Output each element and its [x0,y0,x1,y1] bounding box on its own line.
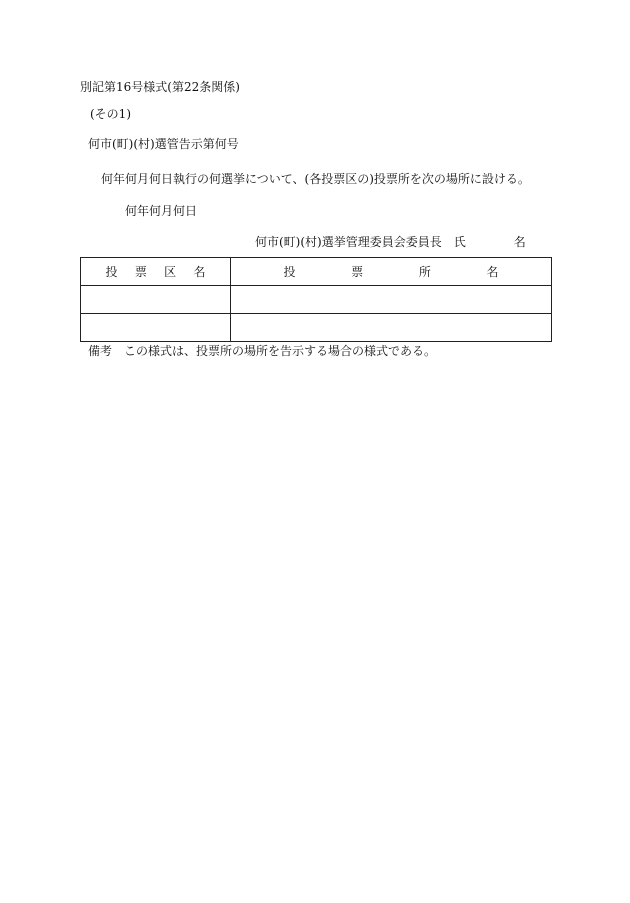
remarks [88,345,436,357]
header-char: 名 [193,265,206,279]
table-cell-place [231,314,552,342]
header-char: 所 [418,265,431,279]
signature-line [255,236,526,248]
form-subheading: (その1) [90,107,131,121]
polling-place-table [80,257,552,342]
header-char: 区 [164,265,177,279]
table-row [81,314,552,342]
signature-title: 何市(町)(村)選挙管理委員会委員長 氏 [255,235,466,249]
header-char: 投 [105,265,118,279]
header-char: 名 [486,265,499,279]
header-char: 票 [134,265,147,279]
remarks-text: この様式は、投票所の場所を告示する場合の様式である。 [124,344,437,358]
table-cell-place [231,286,552,314]
form-heading: 別記第16号様式(第22条関係) [80,80,240,94]
notice-date: 何年何月何日 [125,204,198,218]
table-header-row [81,258,552,286]
table-row [81,286,552,314]
signature-name-suffix: 名 [513,235,526,249]
header-char: 投 [283,265,296,279]
header-polling-district-name [81,258,231,286]
table-cell-district [81,314,231,342]
table-cell-district [81,286,231,314]
notice-body-text: 何年何月何日執行の何選挙について、(各投票区の)投票所を次の場所に設ける。 [101,172,530,186]
notice-number: 何市(町)(村)選管告示第何号 [88,137,239,151]
header-char: 票 [351,265,364,279]
remarks-label: 備考 [88,344,113,358]
header-polling-place-name [231,258,552,286]
